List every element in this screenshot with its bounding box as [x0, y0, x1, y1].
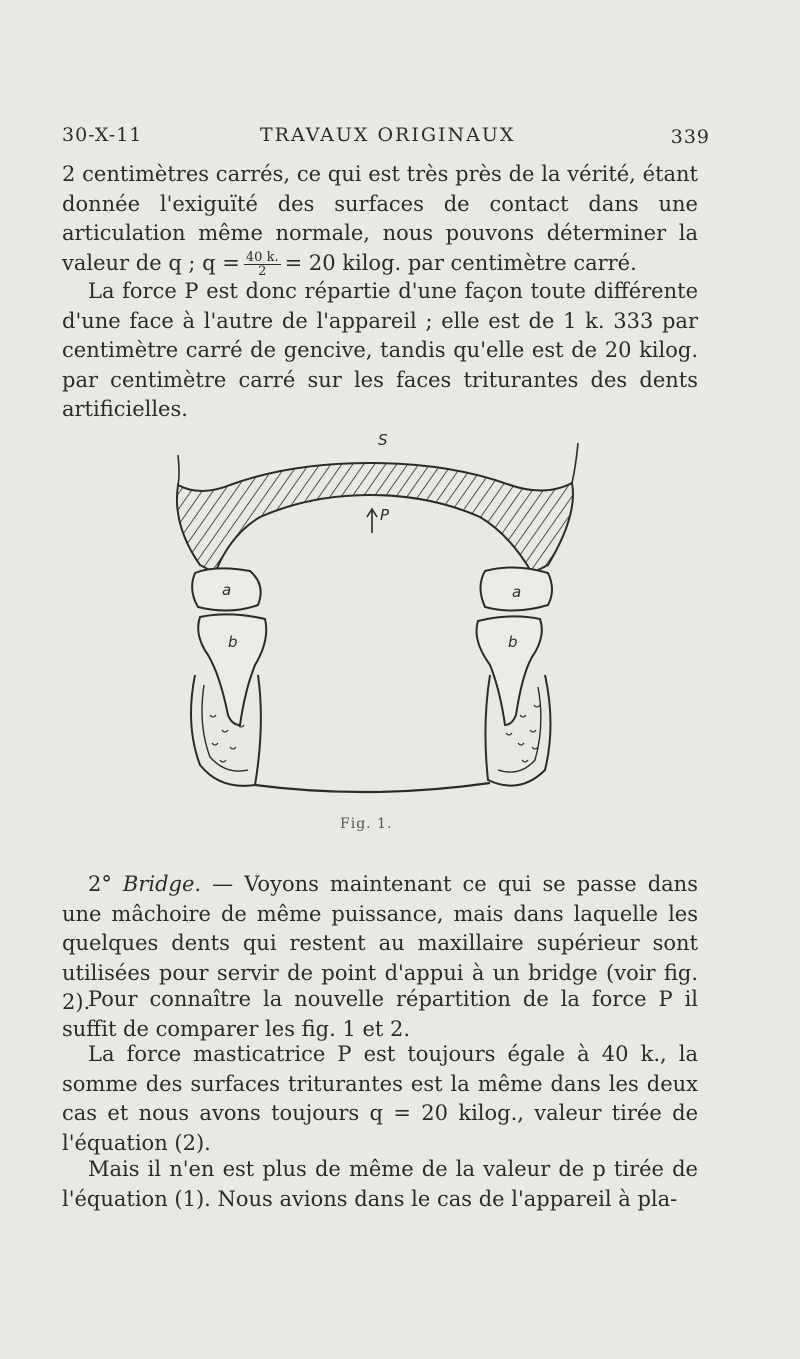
paragraph-1	[62, 160, 698, 278]
header-title: TRAVAUX ORIGINAUX	[260, 124, 516, 146]
label-b-left: b	[228, 633, 238, 651]
label-s: S	[378, 431, 388, 449]
label-a-right: a	[512, 583, 522, 601]
running-header	[62, 124, 710, 154]
header-date: 30-X-11	[62, 124, 143, 146]
tooth-b-left	[198, 614, 266, 725]
fraction-denominator: 2	[258, 263, 267, 279]
fraction-numerator: 40 k.	[245, 249, 279, 265]
paragraph-1-text-b: = 20 kilog. par centimètre carré.	[284, 250, 637, 275]
label-b-right: b	[508, 633, 518, 651]
paragraph-1-text-a: 2 centimètres carrés, ce qui est très près de la vérité, étant donnée l'exiguïté des surfaces de contact dans une articulation même normale, nous pouvons déterminer la valeur de q ; q =	[62, 162, 698, 275]
paragraph-6: Mais il n'en est plus de même de la valeur de p tirée de l'équation (1). Nous avions dans le cas de l'appareil à pla-	[62, 1157, 698, 1211]
right-gum-line	[572, 443, 578, 483]
section-number: 2°	[88, 872, 112, 896]
figure-1-jaw-diagram	[160, 425, 590, 815]
section-title: Bridge.	[122, 872, 202, 896]
label-a-left: a	[222, 581, 232, 599]
figure-caption: Fig. 1.	[340, 816, 393, 832]
left-gum-line	[178, 455, 179, 485]
paragraph-3-text: — Voyons maintenant ce qui se passe dans une mâchoire de même puissance, mais dans laquelle les quelques dents qui restent au maxillaire supérieur sont utilisées pour servir de point d'appui à un bridge (voir fig. 2).	[62, 872, 698, 1014]
palate-plate	[177, 463, 573, 573]
fraction	[244, 251, 281, 278]
paragraph-5: La force masticatrice P est toujours égale à 40 k., la somme des surfaces triturantes est la même dans les deux cas et nous avons toujours q = 20 kilog., valeur tirée de l'équation (2).	[62, 1042, 698, 1155]
paragraph-4: Pour connaître la nouvelle répartition de la force P il suffit de comparer les fig. 1 et 2.	[62, 987, 698, 1041]
page-number: 339	[670, 126, 710, 148]
label-p: P	[380, 506, 390, 524]
chin-line	[255, 783, 490, 792]
paragraph-2: La force P est donc répartie d'une façon toute différente d'une face à l'autre de l'appareil ; elle est de 1 k. 333 par centimètre carré de gencive, tandis qu'elle est de 20 kilog. par centimètre carré sur les faces triturantes des dents artificielles.	[62, 279, 698, 421]
